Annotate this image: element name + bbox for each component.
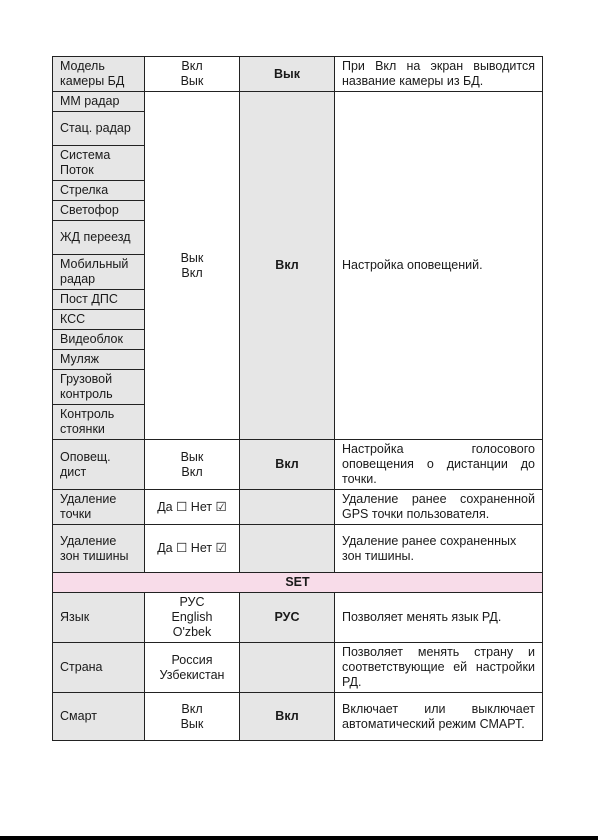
option: English <box>171 610 213 624</box>
setting-name: ММ радар <box>53 92 145 112</box>
option: Вкл <box>181 265 203 280</box>
setting-name: Удаление зон тишины <box>53 525 145 573</box>
setting-description: Удаление ранее сохраненной GPS точки пользователя. <box>335 490 543 525</box>
setting-default: Вык <box>240 57 335 92</box>
setting-description: Позволяет менять язык РД. <box>335 593 543 643</box>
setting-name: Модель камеры БД <box>53 57 145 92</box>
setting-name: Пост ДПС <box>53 290 145 310</box>
setting-name: Светофор <box>53 201 145 221</box>
setting-name: Стрелка <box>53 181 145 201</box>
setting-description: Удаление ранее сохраненных зон тишины. <box>335 525 543 573</box>
setting-options <box>145 643 240 693</box>
page-bottom-border <box>0 836 598 840</box>
setting-name: Стац. радар <box>53 112 145 146</box>
setting-name: Смарт <box>53 693 145 741</box>
table-row <box>53 440 543 490</box>
setting-description: Включает или выключает автоматический режим СМАРТ. <box>335 693 543 741</box>
option: Вык <box>180 716 204 731</box>
table-row <box>53 92 543 112</box>
setting-name: Контроль стоянки <box>53 405 145 440</box>
section-title: SET <box>53 573 543 593</box>
setting-description: Настройка голосового оповещения о дистанции до точки. <box>335 440 543 490</box>
setting-name: ЖД переезд <box>53 221 145 255</box>
setting-options <box>145 92 240 440</box>
setting-name: Язык <box>53 593 145 643</box>
setting-default: РУС <box>240 593 335 643</box>
setting-name: Оповещ. дист <box>53 440 145 490</box>
option: Россия <box>171 652 213 667</box>
setting-name: Грузовой контроль <box>53 370 145 405</box>
option: Узбекистан <box>159 667 225 682</box>
table-row <box>53 525 543 573</box>
setting-options <box>145 57 240 92</box>
setting-default <box>240 490 335 525</box>
table-row <box>53 643 543 693</box>
setting-name: Удаление точки <box>53 490 145 525</box>
option: Вык <box>180 449 204 464</box>
setting-options: Да ☐ Нет ☑ <box>145 490 240 525</box>
option: Вык <box>180 250 204 265</box>
setting-description: Настройка оповещений. <box>335 92 543 440</box>
option: Вкл <box>181 701 203 716</box>
option: Вык <box>180 74 204 88</box>
section-row <box>53 573 543 593</box>
setting-name: Муляж <box>53 350 145 370</box>
setting-options <box>145 440 240 490</box>
option: O'zbek <box>172 625 212 639</box>
setting-description: Позволяет менять страну и соответствующие ей настройки РД. <box>335 643 543 693</box>
setting-default <box>240 525 335 573</box>
option: РУС <box>179 595 205 609</box>
setting-default: Вкл <box>240 440 335 490</box>
setting-options: Да ☐ Нет ☑ <box>145 525 240 573</box>
setting-name: Страна <box>53 643 145 693</box>
setting-name: Система Поток <box>53 146 145 181</box>
setting-default <box>240 643 335 693</box>
option: Вкл <box>181 464 203 479</box>
option: Вкл <box>181 59 203 73</box>
table-row <box>53 57 543 92</box>
setting-name: Видеоблок <box>53 330 145 350</box>
settings-table <box>52 56 543 741</box>
setting-name: Мобильный радар <box>53 255 145 290</box>
setting-default: Вкл <box>240 92 335 440</box>
table-row <box>53 490 543 525</box>
setting-default: Вкл <box>240 693 335 741</box>
table-row <box>53 693 543 741</box>
setting-options <box>145 693 240 741</box>
setting-options <box>145 593 240 643</box>
setting-name: КСС <box>53 310 145 330</box>
table-row <box>53 593 543 643</box>
setting-description: При Вкл на экран выводится название камеры из БД. <box>335 57 543 92</box>
